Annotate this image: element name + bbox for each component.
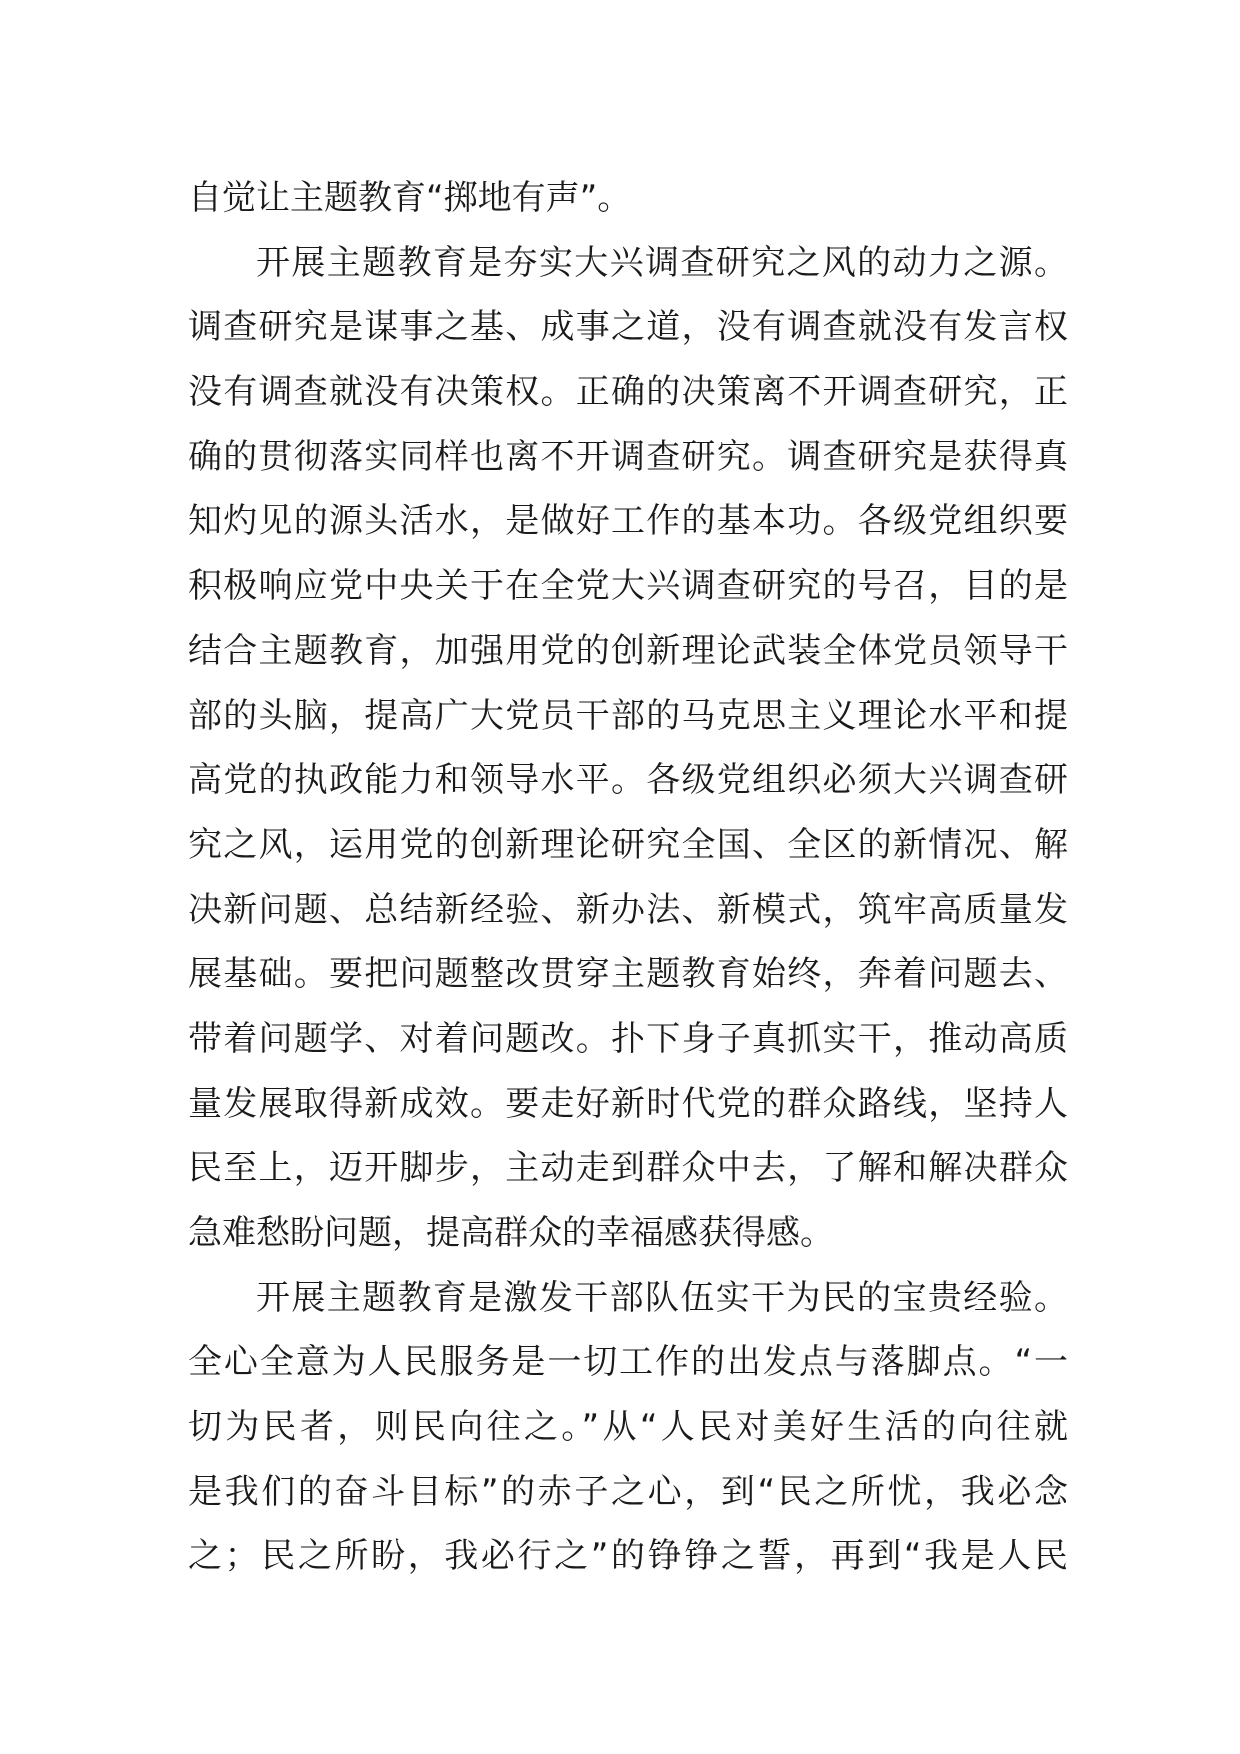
text-line: 部的头脑，提高广大党员干部的马克思主义理论水平和提 [188, 695, 1068, 736]
text-line: 带着问题学、对着问题改。扑下身子真抓实干，推动高质 [188, 1018, 1068, 1059]
text-line: 究之风，运用党的创新理论研究全国、全区的新情况、解 [188, 824, 1068, 865]
text-line: 决新问题、总结新经验、新办法、新模式，筑牢高质量发 [188, 889, 1068, 930]
text-line: 量发展取得新成效。要走好新时代党的群众路线，坚持人 [188, 1083, 1068, 1124]
text-line: 高党的执政能力和领导水平。各级党组织必须大兴调查研 [188, 760, 1068, 801]
text-line: 是我们的奋斗目标”的赤子之心，到“民之所忧，我必念 [188, 1471, 1068, 1512]
text-line: 之；民之所盼，我必行之”的铮铮之誓，再到“我是人民 [188, 1536, 1068, 1577]
text-line: 全心全意为人民服务是一切工作的出发点与落脚点。“一 [188, 1342, 1068, 1383]
text-line: 积极响应党中央关于在全党大兴调查研究的号召，目的是 [188, 566, 1068, 607]
text-line: 急难愁盼问题，提高群众的幸福感获得感。 [188, 1213, 834, 1253]
text-line: 民至上，迈开脚步，主动走到群众中去，了解和解决群众 [188, 1148, 1068, 1189]
text-line: 确的贯彻落实同样也离不开调查研究。调查研究是获得真 [188, 436, 1068, 477]
paragraph-start-line: 开展主题教育是激发干部队伍实干为民的宝贵经验。 [256, 1277, 1068, 1318]
text-line: 调查研究是谋事之基、成事之道，没有调查就没有发言权 [188, 307, 1068, 348]
text-line: 切为民者，则民向往之。”从“人民对美好生活的向往就 [188, 1407, 1068, 1448]
text-line: 自觉让主题教育“掷地有声”。 [188, 178, 632, 218]
text-line: 结合主题教育，加强用党的创新理论武装全体党员领导干 [188, 630, 1068, 671]
text-line: 知灼见的源头活水，是做好工作的基本功。各级党组织要 [188, 501, 1068, 542]
text-line: 没有调查就没有决策权。正确的决策离不开调查研究，正 [188, 372, 1068, 413]
paragraph-start-line: 开展主题教育是夯实大兴调查研究之风的动力之源。 [256, 242, 1068, 283]
body-text [188, 166, 1068, 1589]
text-line: 展基础。要把问题整改贯穿主题教育始终，奔着问题去、 [188, 954, 1068, 995]
